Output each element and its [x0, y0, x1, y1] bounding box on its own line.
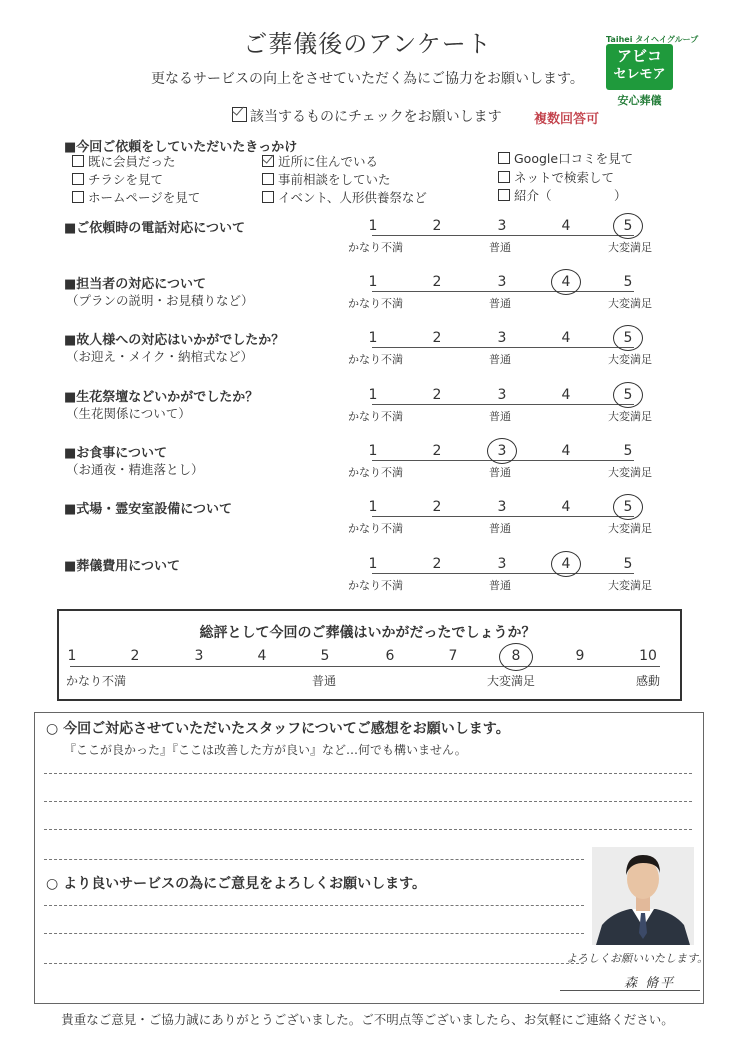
checkbox-icon[interactable] [262, 191, 274, 203]
q1-heading: ■今回ご依頼をしていただいたきっかけ [64, 140, 298, 155]
scale-option-2[interactable]: 2 [432, 387, 442, 403]
scale-option-3[interactable]: 3 [497, 274, 507, 290]
q1-option[interactable] [262, 170, 391, 188]
q1-option-label: Google口コミを見て [514, 151, 634, 166]
q1-option-label: 近所に住んでいる [278, 154, 379, 169]
question-subtext: （生花関係について） [66, 406, 191, 421]
scale-option-1[interactable]: 1 [368, 387, 378, 403]
scale-option-1[interactable]: 1 [368, 218, 378, 234]
scale-option-3[interactable]: 3 [497, 387, 507, 403]
staff-message: よろしくお願いいたします。 [566, 952, 709, 965]
scale-option-2[interactable]: 2 [432, 330, 442, 346]
overall-option-6[interactable]: 6 [385, 648, 395, 664]
scale-option-5[interactable]: 5 [623, 330, 633, 346]
staff-name: 森 脩平 [624, 976, 676, 991]
overall-option-2[interactable]: 2 [130, 648, 140, 664]
scale-label-high: 大変満足 [608, 466, 652, 479]
scale-line [372, 516, 634, 517]
comment-q1-hint: 『ここが良かった』『ここは改善した方が良い』など…何でも構いません。 [64, 743, 467, 757]
selected-answer-circle [487, 438, 517, 464]
question-heading: ■担当者の対応について [64, 277, 207, 292]
comment-line [44, 963, 584, 964]
scale-option-5[interactable]: 5 [623, 556, 633, 572]
checkbox-icon[interactable] [72, 173, 84, 185]
question-heading: ■葬儀費用について [64, 559, 181, 574]
scale-label-high: 大変満足 [608, 579, 652, 592]
overall-option-3[interactable]: 3 [194, 648, 204, 664]
scale-label-mid: 普通 [489, 466, 511, 479]
overall-option-4[interactable]: 4 [257, 648, 267, 664]
q1-option-label: 事前相談をしていた [278, 172, 391, 187]
scale-option-4[interactable]: 4 [561, 556, 571, 572]
instruction-text: 該当するものにチェックをお願いします [250, 109, 502, 125]
scale-label-low: かなり不満 [348, 410, 403, 423]
q1-option-label: チラシを見て [88, 172, 164, 187]
comment-line [44, 905, 584, 906]
scale-label-high: 大変満足 [608, 522, 652, 535]
selected-answer-circle [613, 213, 643, 239]
checked-checkbox-icon[interactable] [262, 155, 274, 167]
scale-option-3[interactable]: 3 [497, 443, 507, 459]
scale-label-low: かなり不満 [348, 466, 403, 479]
comment-line [44, 801, 692, 802]
scale-option-4[interactable]: 4 [561, 218, 571, 234]
q1-option-label: 紹介（ ） [514, 188, 627, 203]
question-heading: ■式場・霊安室設備について [64, 502, 233, 517]
company-logo [606, 44, 673, 90]
scale-option-5[interactable]: 5 [623, 443, 633, 459]
page-title: ご葬儀後のアンケート [243, 30, 492, 58]
group-logo-text: Taihei タイヘイグループ [606, 35, 699, 44]
checkbox-icon[interactable] [498, 189, 510, 201]
question-subtext: （お通夜・精進落とし） [66, 462, 204, 477]
scale-option-5[interactable]: 5 [623, 499, 633, 515]
question-heading: ■お食事について [64, 446, 168, 461]
scale-option-2[interactable]: 2 [432, 499, 442, 515]
scale-option-1[interactable]: 1 [368, 330, 378, 346]
scale-option-2[interactable]: 2 [432, 443, 442, 459]
overall-label-top: 感動 [636, 674, 661, 688]
comment-line [44, 829, 692, 830]
multiple-answers-note: 複数回答可 [534, 112, 600, 127]
selected-answer-circle [613, 325, 643, 351]
scale-label-low: かなり不満 [348, 579, 403, 592]
scale-label-mid: 普通 [489, 297, 511, 310]
overall-label-low: かなり不満 [66, 674, 127, 688]
scale-label-low: かなり不満 [348, 297, 403, 310]
logo-tagline: 安心葬儀 [617, 94, 662, 107]
q1-option-label: イベント、人形供養祭など [278, 190, 427, 205]
scale-option-4[interactable]: 4 [561, 387, 571, 403]
checkbox-icon[interactable] [262, 173, 274, 185]
scale-label-high: 大変満足 [608, 297, 652, 310]
checkbox-icon[interactable] [72, 155, 84, 167]
selected-answer-circle [551, 551, 581, 577]
overall-option-10[interactable]: 10 [639, 648, 657, 664]
comment-q1: ○ 今回ご対応させていただいたスタッフについてご感想をお願いします。 [46, 721, 510, 737]
overall-label-mid: 普通 [312, 674, 337, 688]
overall-option-9[interactable]: 9 [575, 648, 585, 664]
q1-option[interactable] [72, 152, 176, 170]
scale-label-low: かなり不満 [348, 241, 403, 254]
q1-option[interactable] [72, 170, 163, 188]
scale-label-high: 大変満足 [608, 353, 652, 366]
signature-line [560, 990, 700, 991]
q1-option[interactable] [498, 168, 614, 186]
scale-option-5[interactable]: 5 [623, 218, 633, 234]
comment-line [44, 933, 584, 934]
selected-answer-circle [551, 269, 581, 295]
page-subtitle: 更なるサービスの向上をさせていただく為にご協力をお願いします。 [151, 71, 584, 87]
scale-option-3[interactable]: 3 [497, 499, 507, 515]
question-subtext: （プランの説明・お見積りなど） [66, 293, 254, 308]
selected-answer-circle [613, 494, 643, 520]
question-heading: ■生花祭壇などいかがでしたか？ [64, 390, 259, 405]
question-heading: ■ご依頼時の電話対応について [64, 221, 246, 236]
scale-label-mid: 普通 [489, 522, 511, 535]
q1-option-label: 既に会員だった [88, 154, 176, 169]
scale-option-4[interactable]: 4 [561, 443, 571, 459]
scale-line [372, 404, 634, 405]
staff-photo [592, 847, 694, 945]
scale-line [372, 291, 634, 292]
scale-option-2[interactable]: 2 [432, 274, 442, 290]
footer-thanks: 貴重なご意見・ご協力誠にありがとうございました。ご不明点等ございましたら、お気軽にご連絡ください。 [61, 1012, 674, 1027]
overall-selected-circle [499, 643, 533, 671]
scale-label-mid: 普通 [489, 410, 511, 423]
scale-label-mid: 普通 [489, 353, 511, 366]
scale-option-1[interactable]: 1 [368, 443, 378, 459]
scale-option-2[interactable]: 2 [432, 218, 442, 234]
logo-line-1: アビコ [616, 47, 662, 65]
scale-option-3[interactable]: 3 [497, 556, 507, 572]
checkbox-icon[interactable] [498, 152, 510, 164]
overall-option-7[interactable]: 7 [448, 648, 458, 664]
scale-option-5[interactable]: 5 [623, 274, 633, 290]
q1-option[interactable] [262, 152, 378, 170]
scale-option-1[interactable]: 1 [368, 274, 378, 290]
scale-label-high: 大変満足 [608, 241, 652, 254]
overall-option-5[interactable]: 5 [320, 648, 330, 664]
scale-label-low: かなり不満 [348, 353, 403, 366]
overall-option-8[interactable]: 8 [511, 648, 521, 664]
q1-option-label: ネットで検索して [514, 170, 615, 185]
scale-option-1[interactable]: 1 [368, 556, 378, 572]
overall-question: 総評として今回のご葬儀はいかがだったでしょうか？ [199, 625, 536, 641]
scale-option-1[interactable]: 1 [368, 499, 378, 515]
scale-option-4[interactable]: 4 [561, 274, 571, 290]
instruction [232, 106, 502, 126]
scale-line [372, 347, 634, 348]
scale-line [372, 573, 634, 574]
scale-option-2[interactable]: 2 [432, 556, 442, 572]
scale-line [372, 235, 634, 236]
scale-option-3[interactable]: 3 [497, 218, 507, 234]
scale-label-high: 大変満足 [608, 410, 652, 423]
selected-answer-circle [613, 382, 643, 408]
question-subtext: （お迎え・メイク・納棺式など） [66, 349, 254, 364]
scale-label-low: かなり不満 [348, 522, 403, 535]
overall-label-high: 大変満足 [487, 674, 536, 688]
scale-option-4[interactable]: 4 [561, 499, 571, 515]
q1-option-label: ホームページを見て [88, 190, 201, 205]
scale-label-mid: 普通 [489, 241, 511, 254]
scale-option-4[interactable]: 4 [561, 330, 571, 346]
logo-line-2: セレモア [613, 67, 666, 82]
q1-option[interactable] [72, 188, 200, 206]
comment-q2: ○ より良いサービスの為にご意見をよろしくお願いします。 [46, 876, 426, 892]
question-heading: ■故人様への対応はいかがでしたか？ [64, 333, 285, 348]
checkbox-icon[interactable] [72, 191, 84, 203]
overall-scale-line [70, 666, 660, 667]
scale-label-mid: 普通 [489, 579, 511, 592]
checkbox-icon[interactable] [498, 171, 510, 183]
q1-option[interactable] [262, 188, 427, 206]
check-icon [232, 107, 247, 122]
overall-option-1[interactable]: 1 [67, 648, 77, 664]
scale-option-5[interactable]: 5 [623, 387, 633, 403]
q1-option[interactable] [498, 186, 627, 204]
scale-option-3[interactable]: 3 [497, 330, 507, 346]
comment-line [44, 859, 584, 860]
comment-line [44, 773, 692, 774]
q1-option[interactable] [498, 149, 633, 167]
